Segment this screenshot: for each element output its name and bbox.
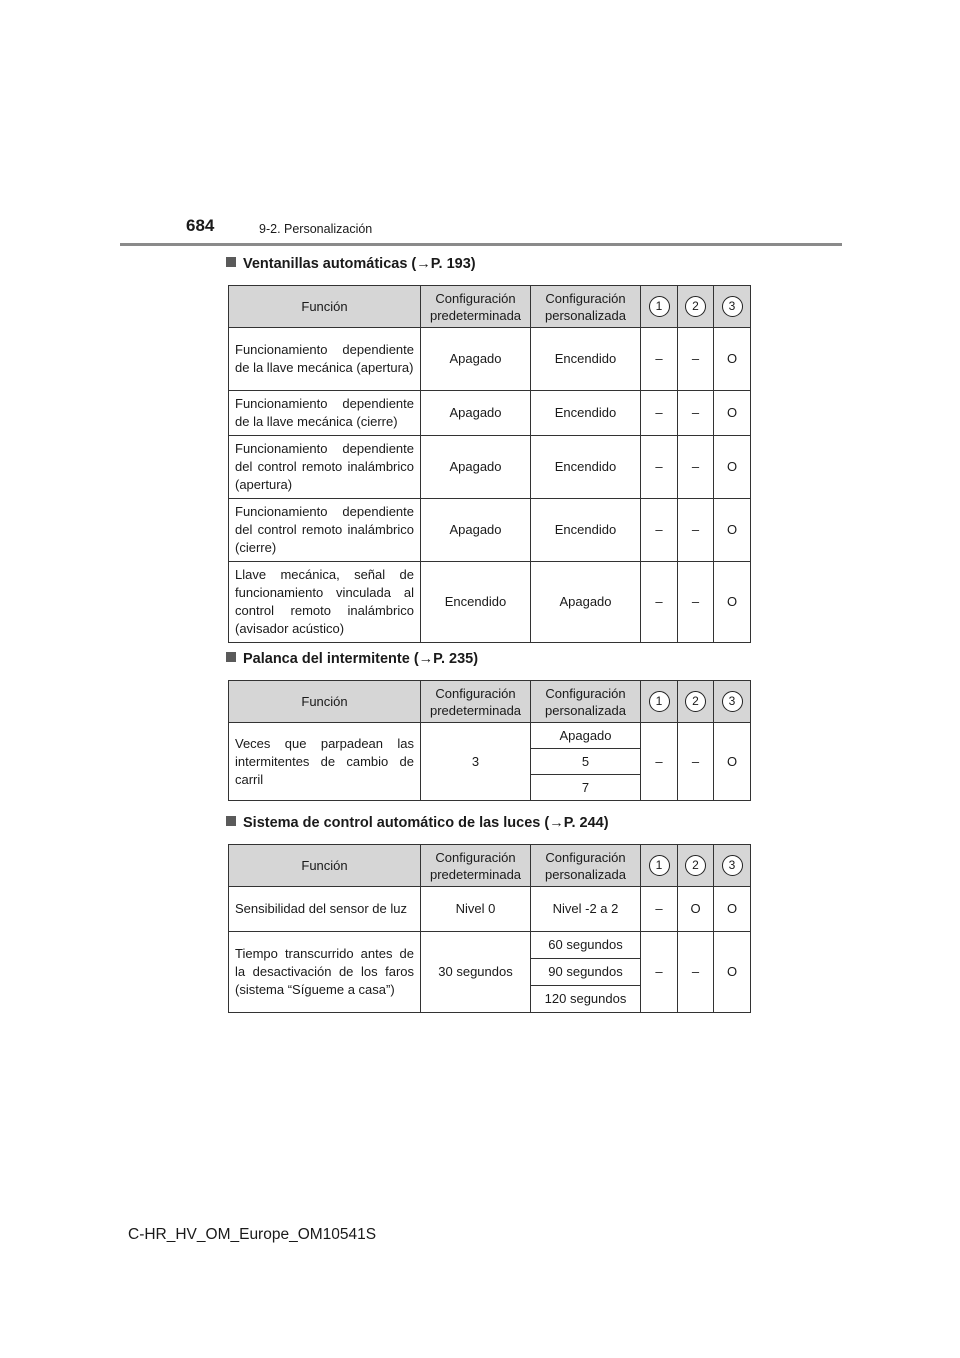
cell-c3: O [714,328,751,391]
header-c1 [641,286,678,328]
cell-c1: – [641,391,678,436]
cell-default: Apagado [421,436,531,499]
cell-c1: – [641,723,678,801]
table-row [229,328,751,391]
section-heading-ventanillas [226,256,476,272]
cell-custom-option: 120 segundos [531,986,641,1013]
table-ventanillas [228,285,751,643]
cell-c3: O [714,391,751,436]
cell-default: Apagado [421,499,531,562]
header-custom: Configuración personalizada [531,845,641,887]
header-c3 [714,681,751,723]
bullet-square-icon [226,652,236,662]
cell-custom: Nivel -2 a 2 [531,887,641,932]
header-c3 [714,845,751,887]
cell-custom: Encendido [531,499,641,562]
cell-c3: O [714,723,751,801]
circled-3-icon: 3 [722,691,743,712]
table-row [229,723,751,749]
header-function: Función [229,681,421,723]
circled-1-icon: 1 [649,855,670,876]
section-header: 9-2. Personalización [259,222,373,236]
cell-function: Funcionamiento dependiente del control remoto inalámbrico (cierre) [229,499,421,562]
cell-custom-option: 5 [531,749,641,775]
cell-function: Veces que parpadean las intermitentes de cambio de carril [229,723,421,801]
section-heading-text: Ventanillas automáticas (→P. 193) [243,256,476,272]
table-row [229,391,751,436]
cell-c2: – [678,723,714,801]
header-custom: Configuración personalizada [531,286,641,328]
header-rule [120,243,842,246]
cell-c1: – [641,932,678,1013]
section-heading-luces [226,815,609,831]
header-default: Configuración predeterminada [421,286,531,328]
cell-custom-option: 60 segundos [531,932,641,959]
cell-c1: – [641,562,678,643]
cell-c3: O [714,562,751,643]
cell-function: Funcionamiento dependiente del control remoto inalámbrico (apertura) [229,436,421,499]
cell-custom-option: 90 segundos [531,959,641,986]
table-row [229,932,751,959]
cell-custom-option: 7 [531,775,641,801]
cell-custom: Apagado [531,562,641,643]
header-c1 [641,681,678,723]
cell-custom-option: Apagado [531,723,641,749]
header-c2 [678,286,714,328]
circled-2-icon: 2 [685,855,706,876]
cell-custom: Encendido [531,391,641,436]
cell-function: Funcionamiento dependiente de la llave mecánica (cierre) [229,391,421,436]
header-function: Función [229,286,421,328]
section-heading-intermitente [226,651,478,667]
header-default: Configuración predeterminada [421,845,531,887]
table-row [229,887,751,932]
header-function: Función [229,845,421,887]
cell-custom: Encendido [531,328,641,391]
cell-c2: – [678,562,714,643]
circled-3-icon: 3 [722,855,743,876]
cell-c2: – [678,391,714,436]
circled-1-icon: 1 [649,691,670,712]
section-heading-text: Palanca del intermitente (→P. 235) [243,651,479,667]
cell-function: Funcionamiento dependiente de la llave mecánica (apertura) [229,328,421,391]
header-custom: Configuración personalizada [531,681,641,723]
table-row [229,562,751,643]
cell-c1: – [641,436,678,499]
cell-c2: – [678,932,714,1013]
cell-default: Apagado [421,391,531,436]
cell-c1: – [641,499,678,562]
cell-function: Llave mecánica, señal de funcionamiento vinculada al control remoto inalámbrico (avisador acústico) [229,562,421,643]
cell-c3: O [714,932,751,1013]
cell-c1: – [641,887,678,932]
table-intermitente [228,680,751,801]
header-c2 [678,681,714,723]
section-heading-text: Sistema de control automático de las luces (→P. 244) [243,815,609,831]
header-c2 [678,845,714,887]
cell-c2: – [678,436,714,499]
header-c3 [714,286,751,328]
header-default: Configuración predeterminada [421,681,531,723]
cell-custom: Encendido [531,436,641,499]
circled-2-icon: 2 [685,296,706,317]
cell-c3: O [714,887,751,932]
circled-3-icon: 3 [722,296,743,317]
cell-default: Encendido [421,562,531,643]
bullet-square-icon [226,816,236,826]
table-row [229,436,751,499]
table-header-row [229,845,751,887]
cell-c1: – [641,328,678,391]
page-number: 684 [186,216,215,235]
cell-function: Tiempo transcurrido antes de la desactivación de los faros (sistema “Sígueme a casa”) [229,932,421,1013]
table-luces [228,844,751,1013]
cell-c2: – [678,328,714,391]
cell-default: 3 [421,723,531,801]
cell-default: Apagado [421,328,531,391]
circled-1-icon: 1 [649,296,670,317]
cell-default: Nivel 0 [421,887,531,932]
table-header-row [229,681,751,723]
bullet-square-icon [226,257,236,267]
cell-default: 30 segundos [421,932,531,1013]
cell-c3: O [714,499,751,562]
footer-doc-id: C-HR_HV_OM_Europe_OM10541S [128,1226,377,1243]
table-header-row [229,286,751,328]
cell-c2: O [678,887,714,932]
cell-c3: O [714,436,751,499]
circled-2-icon: 2 [685,691,706,712]
cell-c2: – [678,499,714,562]
cell-function: Sensibilidad del sensor de luz [229,887,421,932]
table-row [229,499,751,562]
header-c1 [641,845,678,887]
